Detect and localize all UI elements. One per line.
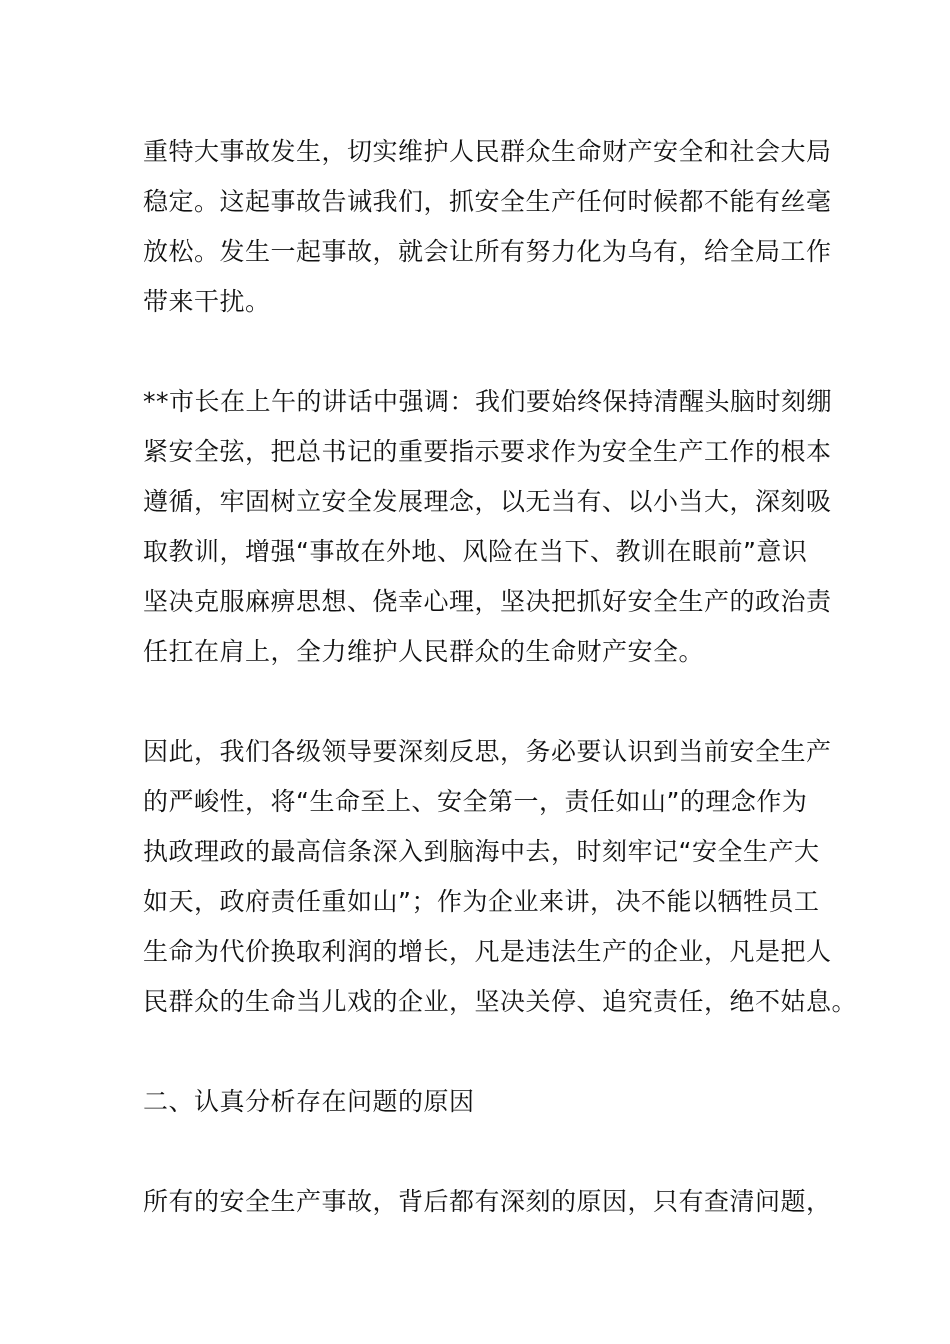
paragraph-mayor-speech (143, 377, 833, 677)
text-line: 任扛在肩上，全力维护人民群众的生命财产安全。 (143, 637, 705, 666)
text-line: 如天，政府责任重如山”；作为企业来讲，决不能以牺牲员工 (143, 887, 820, 916)
text-line: 生命为代价换取利润的增长，凡是违法生产的企业，凡是把人 (143, 937, 832, 966)
text-line: 放松。发生一起事故，就会让所有努力化为乌有，给全局工作 (143, 237, 832, 266)
paragraph-accident-warning (143, 127, 832, 327)
section-heading-text: 二、认真分析存在问题的原因 (143, 1087, 475, 1116)
paragraph-root-causes (143, 1177, 832, 1227)
section-heading (143, 1077, 813, 1127)
text-line: 执政理政的最高信条深入到脑海中去，时刻牢记“安全生产大 (143, 837, 820, 866)
text-line: 所有的安全生产事故，背后都有深刻的原因，只有查清问题， (143, 1187, 832, 1216)
document-body (143, 127, 858, 1227)
text-line: 坚决克服麻痹思想、侥幸心理，坚决把抓好安全生产的政治责 (143, 587, 832, 616)
text-line: 紧安全弦，把总书记的重要指示要求作为安全生产工作的根本 (143, 437, 832, 466)
text-line: 民群众的生命当儿戏的企业，坚决关停、追究责任，绝不姑息。 (143, 987, 858, 1016)
text-line: 取教训，增强“事故在外地、风险在当下、教训在眼前”意识 (143, 537, 808, 566)
text-line: 重特大事故发生，切实维护人民群众生命财产安全和社会大局 (143, 137, 832, 166)
text-line: 的严峻性，将“生命至上、安全第一，责任如山”的理念作为 (143, 787, 808, 816)
text-line: 稳定。这起事故告诫我们，抓安全生产任何时候都不能有丝毫 (143, 187, 832, 216)
paragraph-spacer (143, 327, 813, 377)
text-line: 因此，我们各级领导要深刻反思，务必要认识到当前安全生产 (143, 737, 832, 766)
paragraph-spacer (143, 677, 813, 727)
text-line: 遵循，牢固树立安全发展理念，以无当有、以小当大，深刻吸 (143, 487, 832, 516)
paragraph-reflection (143, 727, 858, 1027)
paragraph-spacer (143, 1027, 813, 1077)
text-line: 带来干扰。 (143, 287, 271, 316)
paragraph-spacer (143, 1127, 813, 1177)
text-line: **市长在上午的讲话中强调：我们要始终保持清醒头脑时刻绷 (143, 387, 833, 416)
